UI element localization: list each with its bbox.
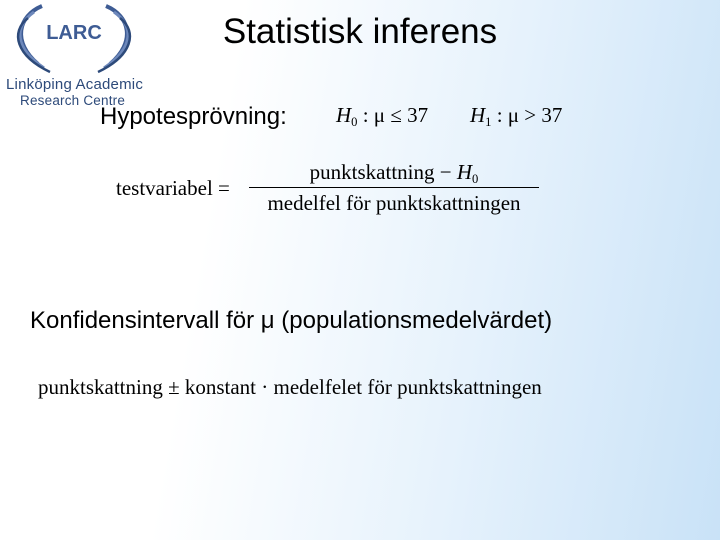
test-statistic-lhs: testvariabel = <box>116 176 230 200</box>
logo-line-2: Research Centre <box>20 93 126 108</box>
h1-symbol: H <box>470 103 486 127</box>
h1-subscript: 1 <box>485 114 492 129</box>
h1-relation: : μ > 37 <box>491 103 563 127</box>
fraction-numerator <box>249 157 539 187</box>
logo-line-1: Linköping Academic <box>6 76 144 93</box>
slide-title-text: Statistisk inferens <box>222 12 498 51</box>
test-statistic-fraction <box>249 157 539 218</box>
h0-symbol: H <box>336 103 352 127</box>
fraction-denominator: medelfel för punktskattningen <box>267 191 521 215</box>
h0-subscript: 0 <box>351 114 358 129</box>
larc-logo-text: LARC <box>46 22 102 44</box>
confidence-interval-formula: punktskattning ± konstant · medelfelet för punktskattningen <box>38 375 542 399</box>
slide-title <box>0 12 720 52</box>
numerator-h-subscript: 0 <box>472 171 479 186</box>
null-hypothesis <box>336 103 428 130</box>
numerator-text: punktskattning − <box>309 160 457 184</box>
numerator-h-symbol: H <box>456 160 473 184</box>
h0-relation: : μ ≤ 37 <box>357 103 429 127</box>
hypothesis-heading: Hypotesprövning: <box>100 103 287 130</box>
alternative-hypothesis <box>470 103 562 130</box>
confidence-interval-heading: Konfidensintervall för μ (populationsmedelvärdet) <box>30 307 553 334</box>
